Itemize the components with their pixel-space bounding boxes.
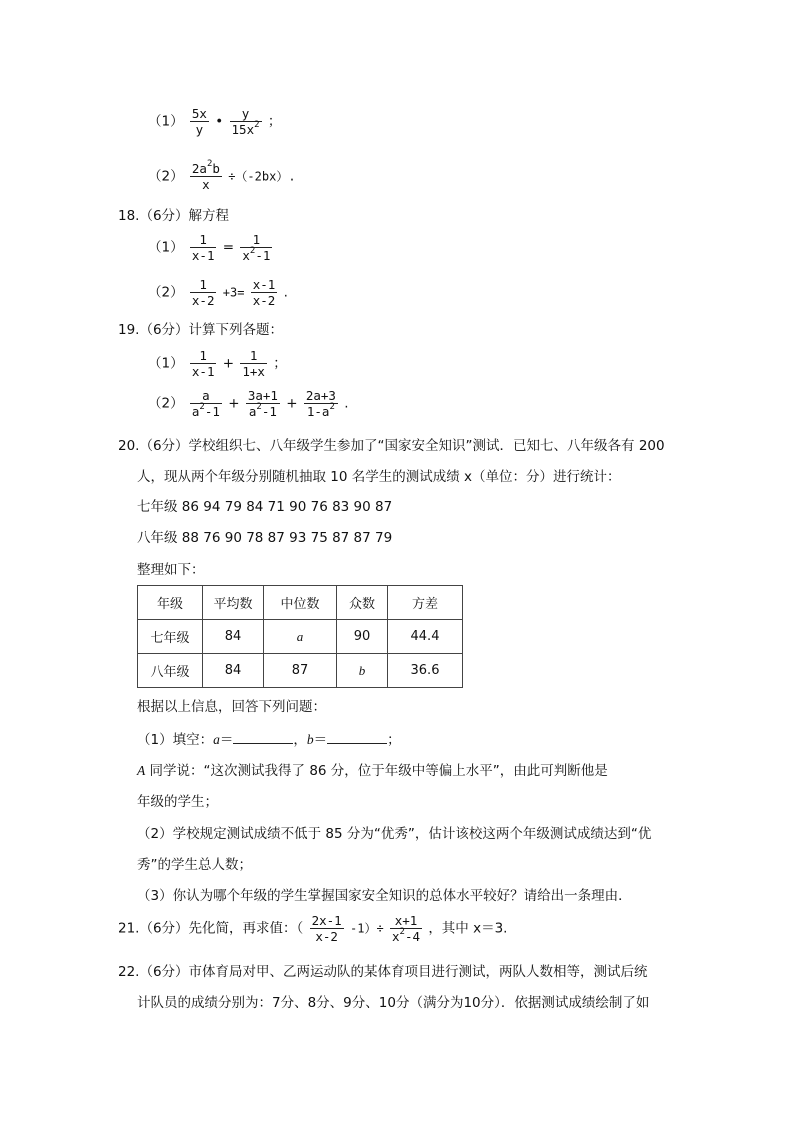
q20-info: 根据以上信息，回答下列问题： (137, 699, 326, 715)
q18-p2-end: . (283, 284, 288, 301)
table-cell: 90 (337, 620, 388, 654)
q20-student-line (137, 761, 608, 781)
q19-part1-label: （1） (148, 355, 184, 372)
q18-p1-rhs: $\frac{1}{x^2-1}$ (242, 232, 271, 263)
q22-line1: 22.（6分）市体育局对甲、乙两运动队的某体育项目进行测试，两队人数相等，测试后统 (118, 964, 648, 980)
q19-p1-fraction-2: $\frac{1}{1+x}$ (242, 348, 265, 379)
table-cell: 八年级 (138, 654, 203, 688)
q21-line (118, 913, 507, 944)
table-cell: 87 (264, 654, 337, 688)
q20-fill-end: ； (387, 732, 401, 748)
q20-part3: （3）你认为哪个年级的学生掌握国家安全知识的总体水平较好？请给出一条理由． (137, 888, 632, 904)
table-header-cell: 年级 (138, 586, 203, 620)
answer-blank-a[interactable] (233, 729, 293, 744)
q18-p2-mid: +3= (222, 285, 245, 300)
q19-p1-plus: + (222, 355, 235, 372)
q17-p1-end: ； (267, 113, 282, 130)
q18-part2 (148, 277, 288, 308)
table-cell: 七年级 (138, 620, 203, 654)
q20-fill-line (137, 729, 401, 750)
q20-fill-prefix: （1）填空： (137, 732, 214, 748)
q19-p2-end: . (344, 395, 349, 412)
q17-p1-fraction-2: $\frac{y}{15x^2}$ (231, 106, 260, 137)
q19-p1-end: ； (273, 355, 287, 372)
table-header-row (138, 586, 463, 620)
q17-p2-rest: ÷（-2bx）. (228, 169, 296, 184)
q20-fill-b: b (306, 732, 314, 747)
q18-p2-fraction-1: $\frac{1}{x-2}$ (191, 277, 215, 308)
table-cell: 84 (203, 654, 264, 688)
q18-part1-label: （1） (148, 239, 184, 256)
table-header-cell: 方差 (388, 586, 463, 620)
q20-fill-a: a (213, 732, 220, 747)
q20-part2-line1: （2）学校规定测试成绩不低于 85 分为“优秀”，估计该校这两个年级测试成绩达到“优 (137, 826, 652, 842)
q18-part1 (148, 232, 274, 263)
q19-p2-fraction-3: $\frac{2a+3}{1-a^2}$ (305, 388, 336, 419)
q17-p1-fraction-1: $\frac{5x}{y}$ (191, 106, 207, 137)
table-row (138, 654, 463, 688)
q17-part1 (148, 106, 281, 137)
table-cell: b (337, 654, 388, 688)
q20-student-text: 同学说：“这次测试我得了 86 分，位于年级中等偏上水平”，由此可判断他是 (145, 763, 608, 779)
q17-part2-label: （2） (148, 168, 184, 185)
q21-prefix: 21.（6分）先化简，再求值：（ (118, 920, 304, 937)
table-header-cell: 中位数 (264, 586, 337, 620)
q21-suffix: ，其中 x＝3. (428, 920, 508, 937)
table-header-cell: 平均数 (203, 586, 264, 620)
q18-part2-label: （2） (148, 284, 184, 301)
q18-p2-fraction-2: $\frac{x-1}{x-2}$ (252, 277, 276, 308)
q20-student-line2: 年级的学生； (137, 794, 218, 810)
q20-fill-eq1: ＝ (219, 732, 234, 748)
q19-p2-plus-2: + (286, 395, 298, 412)
table-cell: 36.6 (388, 654, 463, 688)
q20-stats-table (137, 585, 463, 688)
table-cell: a (264, 620, 337, 654)
q20-fill-sep: ， (293, 732, 307, 748)
table-cell: 84 (203, 620, 264, 654)
q18-p1-eq: = (222, 239, 235, 256)
answer-blank-b[interactable] (327, 729, 387, 744)
q17-p2-fraction: $\frac{2a^2b}{x}$ (191, 159, 220, 192)
q20-grade8-scores: 八年级 88 76 90 78 87 93 75 87 87 79 (137, 530, 393, 546)
q19-part1 (148, 348, 287, 379)
table-row (138, 620, 463, 654)
q19-header: 19.（6分）计算下列各题： (118, 322, 284, 338)
q21-fraction-1: $\frac{2x-1}{x-2}$ (311, 913, 342, 944)
q20-part2-line2: 秀”的学生总人数； (137, 857, 252, 873)
q19-p2-fraction-1: $\frac{a}{a^2-1}$ (191, 388, 220, 419)
q17-part2 (148, 161, 296, 192)
q17-p1-dot: • (215, 113, 224, 130)
table-header-cell: 众数 (337, 586, 388, 620)
table-cell: 44.4 (388, 620, 463, 654)
q19-p2-fraction-2: $\frac{3a+1}{a^2-1}$ (247, 388, 278, 419)
q21-fraction-2: $\frac{x+1}{x^2-4}$ (392, 913, 421, 944)
q21-mid: -1）÷ (350, 921, 384, 936)
q19-part2-label: （2） (148, 395, 184, 412)
q22-line2: 计队员的成绩分别为：7分、8分、9分、10分（满分为10分）．依据测试成绩绘制了如 (137, 995, 650, 1011)
q20-line2: 人，现从两个年级分别随机抽取 10 名学生的测试成绩 x（单位：分）进行统计： (137, 469, 621, 485)
q19-p2-plus-1: + (228, 395, 240, 412)
q20-student-a: A (137, 763, 146, 778)
q20-fill-eq2: ＝ (313, 732, 328, 748)
q18-p1-lhs: $\frac{1}{x-1}$ (191, 232, 215, 263)
q20-line1: 20.（6分）学校组织七、八年级学生参加了“国家安全知识”测试．已知七、八年级各有 200 (118, 438, 665, 454)
q20-grade7-scores: 七年级 86 94 79 84 71 90 76 83 90 87 (137, 499, 393, 515)
q17-part1-label: （1） (148, 113, 184, 130)
q19-part2 (148, 388, 349, 419)
q20-organize: 整理如下： (137, 562, 205, 578)
q18-header: 18.（6分）解方程 (118, 208, 230, 224)
q19-p1-fraction-1: $\frac{1}{x-1}$ (191, 348, 215, 379)
